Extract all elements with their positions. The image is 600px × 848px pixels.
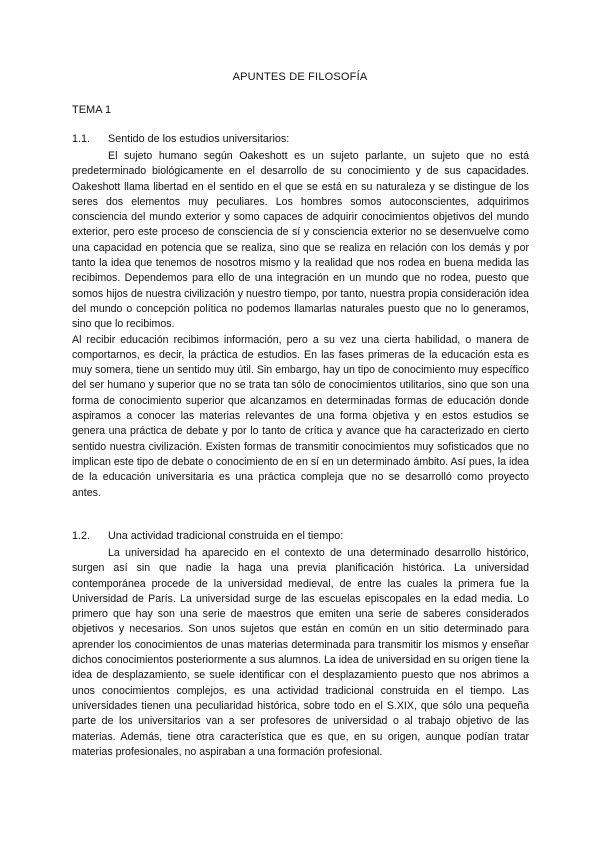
section-2-heading (72, 530, 343, 542)
section-2-body (72, 546, 529, 760)
section-1-paragraph-2: Al recibir educación recibimos información, pero a su vez una cierta habilidad, o manera de comportarnos, es decir, la práctica de estudios. En las fases primeras de la educación esta es muy somera, tiene un sentido muy útil. Sin embargo, hay un tipo de conocimiento muy específico del ser humano y superior que no se trata tan sólo de conocimientos utilitarios, sino que son una forma de conocimiento superior que alcanzamos en determinadas formas de educación donde aspiramos a conocer las materias relevantes de una forma objetiva y en estos estudios se genera una práctica de debate y por lo tanto de crítica y avance que ha caracterizado en cierto sentido nuestra civilización. Existen formas de transmitir conocimientos muy sofisticados que no implican este tipo de debate o conocimiento de en sí en un determinado ámbito. Así pues, la idea de la educación universitaria es una práctica compleja que no se desarrolló como proyecto antes. (72, 333, 529, 499)
section-2-number: 1.2. (72, 530, 91, 542)
section-1-heading (72, 133, 289, 145)
section-1-title: Sentido de los estudios universitarios: (108, 133, 290, 145)
document-title: APUNTES DE FILOSOFÍA (232, 71, 368, 83)
section-2-title: Una actividad tradicional construida en el tiempo: (108, 530, 344, 542)
tema-label: TEMA 1 (72, 104, 112, 116)
section-1-body (72, 149, 529, 501)
section-2-paragraph-1: La universidad ha aparecido en el contexto de una determinado desarrollo histórico, surgen así sin que nadie la haga una previa planificación histórica. La universidad contemporánea procede de la universidad medieval, de entre las cuales la primera fue la Universidad de París. La universidad surge de las escuelas episcopales en la edad media. Lo primero que hay son una serie de maestros que emiten una serie de saberes considerados objetivos y necesarios. Son unos sujetos que están en común en un sitio determinado para aprender los conocimientos de unas materias determinada para transmitir los mismos y enseñar dichos conocimientos posteriormente a sus alumnos. La idea de universidad en su origen tiene la idea de desplazamiento, se suele identificar con el desplazamiento puesto que nos abrimos a unos conocimientos complejos, es una actividad tradicional construida en el tiempo. Las universidades tienen una peculiaridad histórica, sobre todo en el S.XIX, que sólo una pequeña parte de los universitarios van a ser profesores de universidad o al trabajo objetivo de las materias. Además, tiene otra característica que es que, en su origen, aunque podían tratar materias profesionales, no aspiraban a una formación profesional. (72, 547, 529, 758)
section-1-paragraph-1: El sujeto humano según Oakeshott es un sujeto parlante, un sujeto que no está predeterminado biológicamente en el desarrollo de su conocimiento y de sus capacidades. Oakeshott llama libertad en el sentido en el que se está en su naturaleza y se distingue de los seres dos elementos muy peculiares. Los hombres somos autoconscientes, adquirimos consciencia del mundo exterior y somo capaces de adquirir conocimientos objetivos del mundo exterior, pero este proceso de consciencia de sí y consciencia exterior no se desenvuelve como una capacidad en potencia que se realiza, sino que se realiza en relación con los demás y por tanto la idea que tenemos de nosotros mismo y la realidad que nos rodea en buena medida las recibimos. Dependemos para ello de una integración en un mundo que no rodea, puesto que somos hijos de nuestra civilización y nuestro tiempo, por tanto, nuestra propia consideración idea del mundo o concepción política no podemos llamarlas naturales puesto que no lo generamos, sino que lo recibimos. (72, 150, 529, 331)
section-1-number: 1.1. (72, 133, 91, 145)
